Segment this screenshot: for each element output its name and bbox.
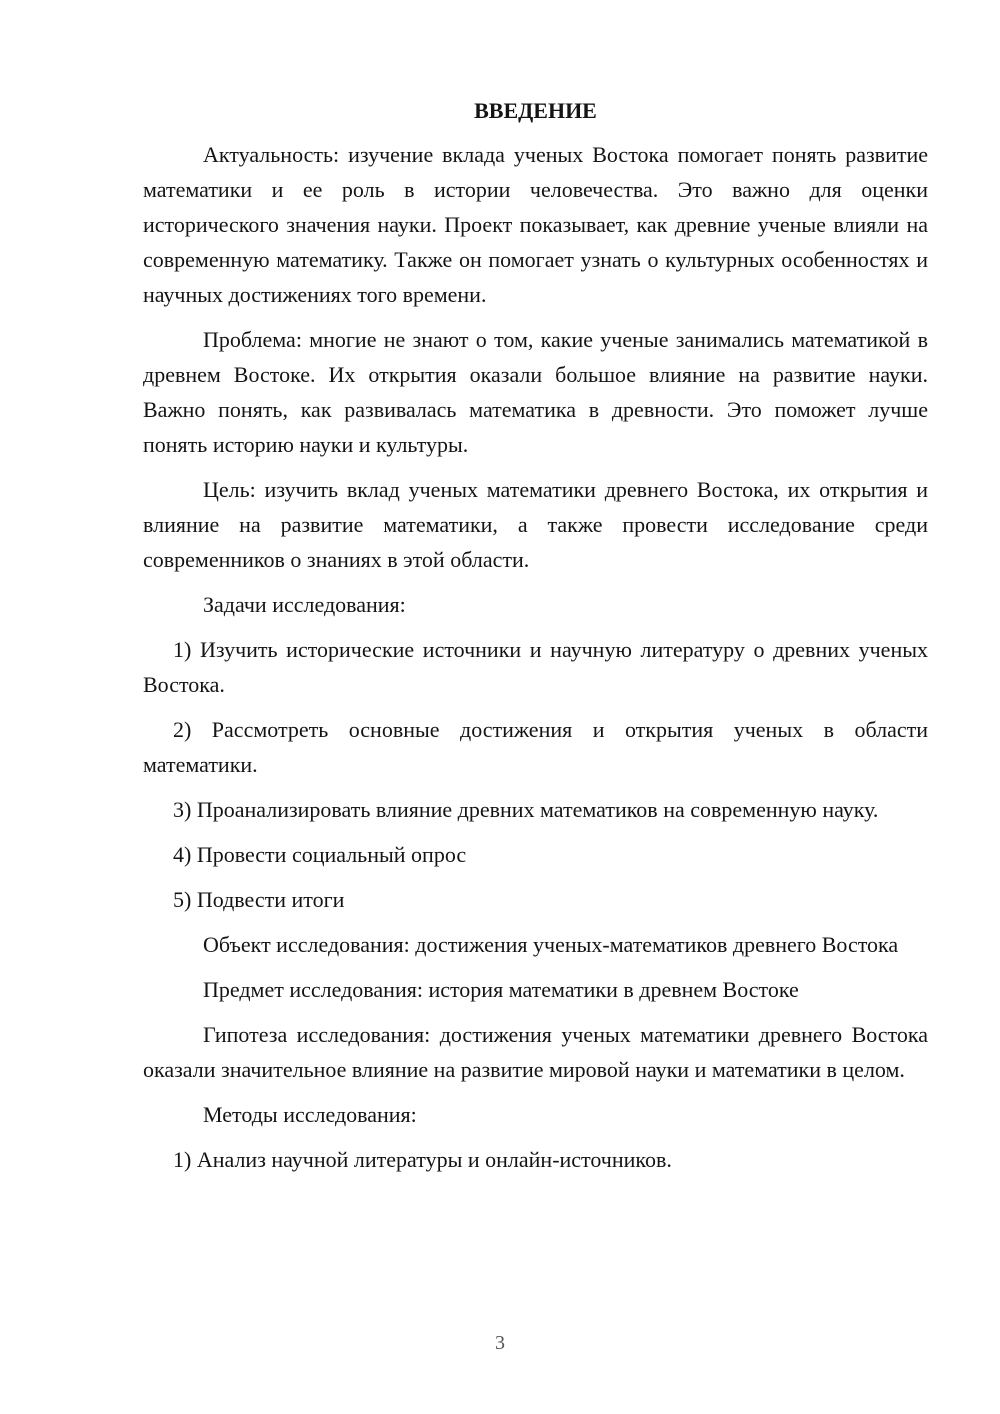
task-item-3: 3) Проанализировать влияние древних математиков на современную науку.: [173, 797, 879, 822]
task-item-1: 1) Изучить исторические источники и научную литературу о древних ученых Востока.: [143, 637, 928, 697]
task-item-5: 5) Подвести итоги: [173, 887, 345, 912]
page-content: [143, 95, 928, 1187]
relevance-paragraph: Актуальность: изучение вклада ученых Востока помогает понять развитие математики и ее роль в истории человечества. Это важно для оценки исторического значения науки. Проект показывает, как древние ученые влияли на современную математику. Также он помогает узнать о культурных особенностях и научных достижениях того времени.: [143, 142, 928, 307]
subject-paragraph: Предмет исследования: история математики в древнем Востоке: [203, 977, 799, 1002]
page-number: 3: [495, 1332, 505, 1354]
problem-paragraph: Проблема: многие не знают о том, какие ученые занимались математикой в древнем Востоке. Их открытия оказали большое влияние на развитие науки. Важно понять, как развивалась математика в древности. Это поможет лучше понять историю науки и культуры.: [143, 327, 928, 457]
method-item-1: 1) Анализ научной литературы и онлайн-источников.: [173, 1147, 672, 1172]
object-paragraph: Объект исследования: достижения ученых-математиков древнего Востока: [203, 932, 899, 957]
task-item-4: 4) Провести социальный опрос: [173, 842, 467, 867]
hypothesis-paragraph: Гипотеза исследования: достижения ученых математики древнего Востока оказали значительное влияние на развитие мировой науки и математики в целом.: [143, 1022, 928, 1082]
task-item-2: 2) Рассмотреть основные достижения и открытия ученых в области математики.: [143, 717, 928, 777]
goal-paragraph: Цель: изучить вклад ученых математики древнего Востока, их открытия и влияние на развитие математики, а также провести исследование среди современников о знаниях в этой области.: [143, 477, 928, 572]
page-title: ВВЕДЕНИЕ: [474, 98, 597, 123]
methods-heading: Методы исследования:: [203, 1102, 417, 1127]
tasks-heading: Задачи исследования:: [203, 592, 406, 617]
